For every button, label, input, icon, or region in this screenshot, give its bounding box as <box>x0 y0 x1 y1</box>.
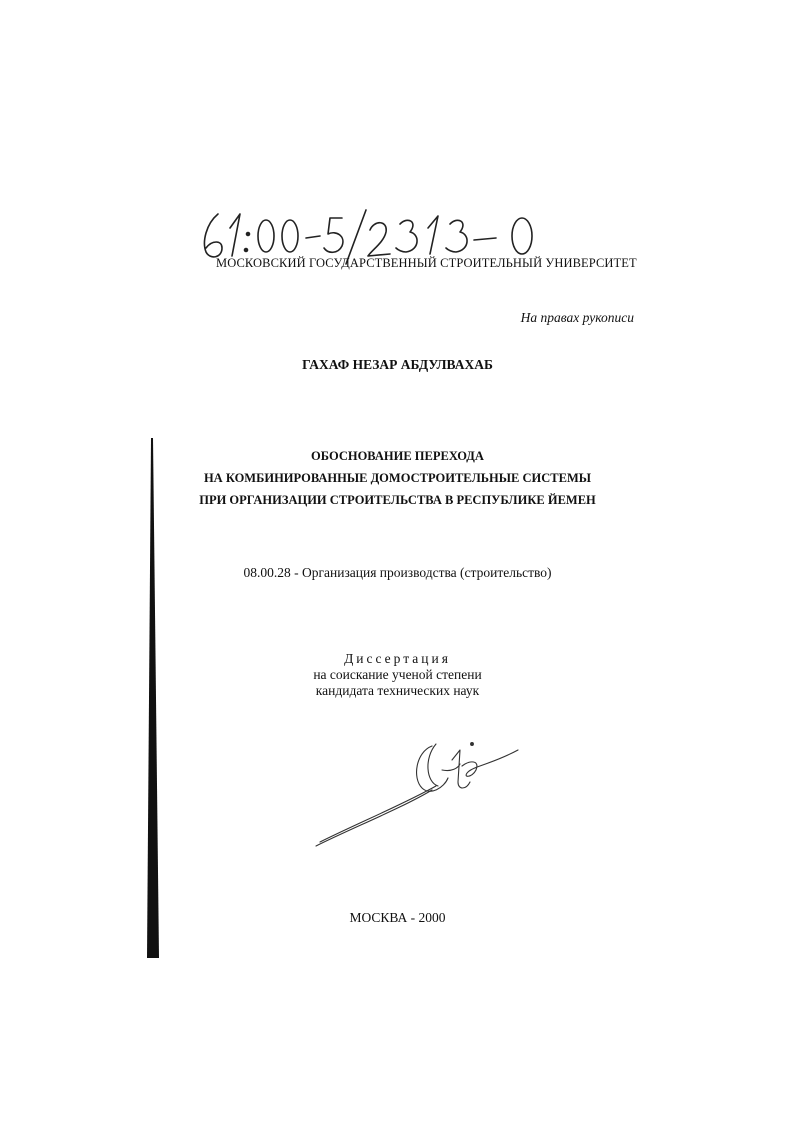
degree-line: кандидата технических наук <box>315 683 480 698</box>
title-line: НА КОМБИНИРОВАННЫЕ ДОМОСТРОИТЕЛЬНЫЕ СИСТЕМЫ <box>203 471 592 485</box>
title-line: ОБОСНОВАНИЕ ПЕРЕХОДА <box>311 449 484 463</box>
manuscript-note: На правах рукописи <box>520 310 634 325</box>
dissertation-title <box>0 445 795 511</box>
specialty-code: 08.00.28 - Организация производства (строительство) <box>243 565 552 580</box>
degree-line: на соискание ученой степени <box>313 667 482 682</box>
author-name: ГАХАФ НЕЗАР АБДУЛВАХАБ <box>302 357 493 372</box>
city-year: МОСКВА - 2000 <box>349 910 446 925</box>
title-line: ПРИ ОРГАНИЗАЦИИ СТРОИТЕЛЬСТВА В РЕСПУБЛИКЕ ЙЕМЕН <box>199 493 596 507</box>
handwritten-signature <box>312 738 524 850</box>
university-name: МОСКОВСКИЙ ГОСУДАРСТВЕННЫЙ СТРОИТЕЛЬНЫЙ УНИВЕРСИТЕТ <box>216 256 637 270</box>
degree-block <box>0 651 795 699</box>
dissertation-label: Диссертация <box>344 651 451 666</box>
